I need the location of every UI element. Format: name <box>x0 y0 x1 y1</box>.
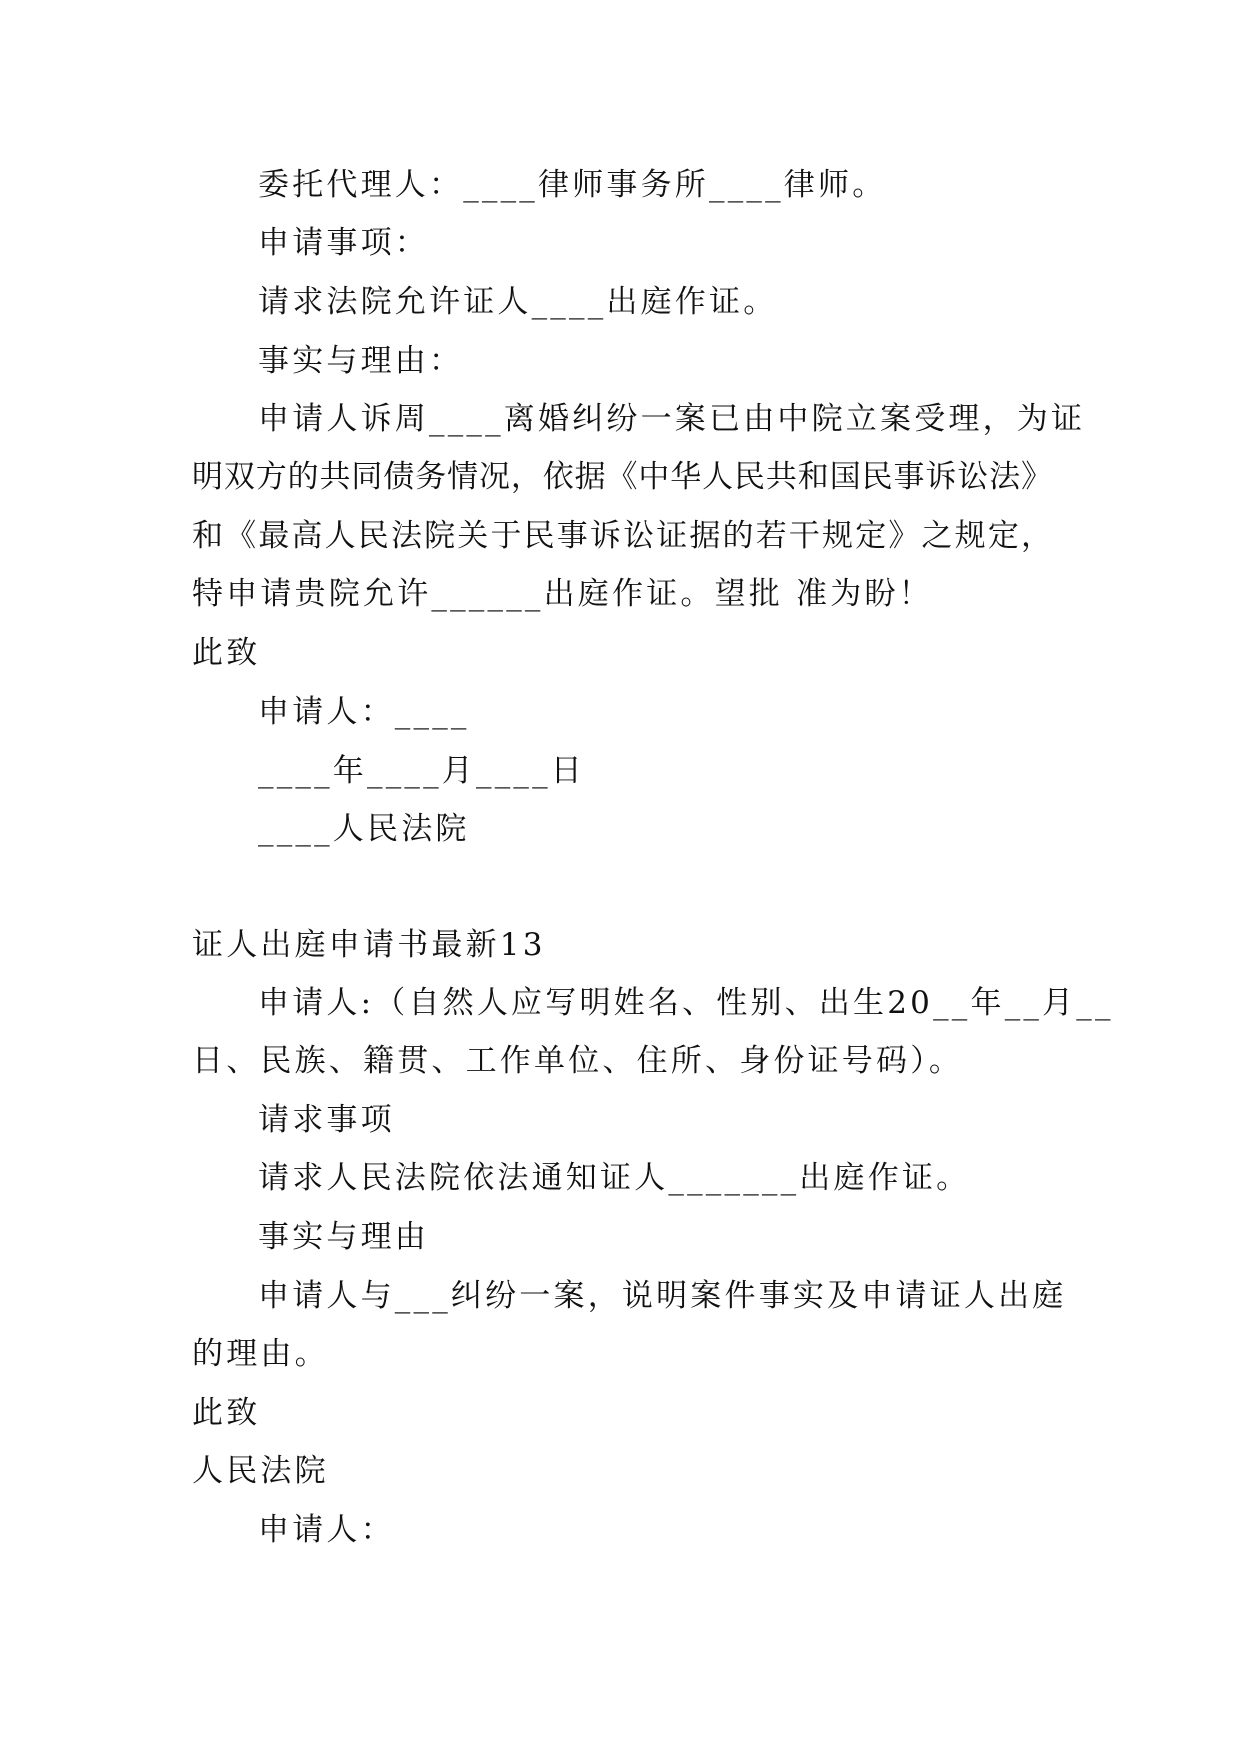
items-heading: 请求事项 <box>258 1102 395 1138</box>
closing-salutation: 此致 <box>192 635 261 671</box>
facts-paragraph-line: 的理由。 <box>192 1336 329 1372</box>
facts-paragraph-line: 申请人与___纠纷一案，说明案件事实及申请证人出庭 <box>258 1278 1067 1314</box>
court-line: ____人民法院 <box>258 811 470 847</box>
items-heading: 申请事项： <box>258 225 429 261</box>
date-line: ____年____月____日 <box>258 753 585 789</box>
court-line: 人民法院 <box>192 1453 329 1489</box>
facts-paragraph-line: 明双方的共同债务情况，依据《中华人民共和国民事诉讼法》 <box>192 459 1052 495</box>
section-title: 证人出庭申请书最新13 <box>192 927 546 963</box>
facts-paragraph-line: 和《最高人民法院关于民事诉讼证据的若干规定》之规定， <box>192 518 1052 554</box>
facts-paragraph-line: 申请人诉周____离婚纠纷一案已由中院立案受理，为证 <box>258 401 1086 437</box>
request-item: 请求法院允许证人____出庭作证。 <box>258 284 778 320</box>
applicant-info-line: 申请人:（自然人应写明姓名、性别、出生20__年__月__ <box>258 985 1114 1021</box>
applicant-info-line: 日、民族、籍贯、工作单位、住所、身份证号码）。 <box>192 1043 964 1079</box>
agent-line: 委托代理人：____律师事务所____律师。 <box>258 167 887 203</box>
request-item: 请求人民法院依法通知证人_______出庭作证。 <box>258 1160 971 1196</box>
facts-heading: 事实与理由： <box>258 343 464 379</box>
facts-paragraph-line: 特申请贵院允许______出庭作证。望批 准为盼！ <box>192 576 933 612</box>
applicant-signature: 申请人：____ <box>258 694 470 730</box>
applicant-signature: 申请人： <box>258 1512 395 1548</box>
facts-heading: 事实与理由 <box>258 1219 429 1255</box>
closing-salutation: 此致 <box>192 1395 261 1431</box>
